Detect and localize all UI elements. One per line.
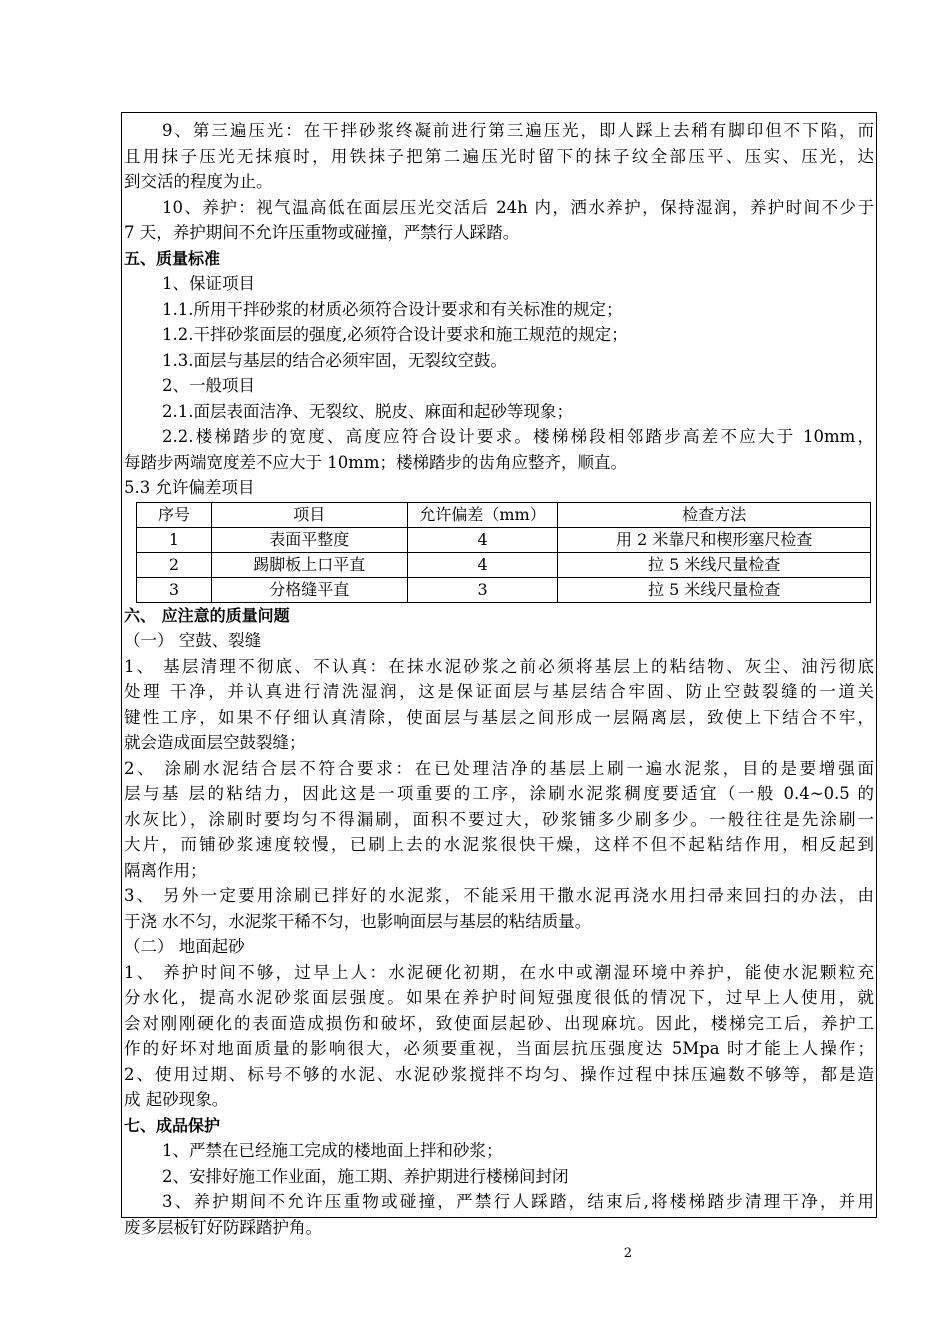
- sanding-1-line-3: 会对刚刚硬化的表面造成损伤和破坏，致使面层起砂、出现麻坑。因此，楼梯完工后，养护工: [124, 1013, 874, 1033]
- sanding-2-line-1: 2、使用过期、标号不够的水泥、水泥砂浆搅拌不均匀、操作过程中抹压遍数不够等，都是造: [124, 1064, 874, 1084]
- issue-3-line-2: 于浇 水不匀，水泥浆干稀不匀，也影响面层与基层的粘结质量。: [124, 911, 592, 931]
- header-cell: 项目: [211, 502, 407, 527]
- sanding-1-line-1: 1、 养护时间不够，过早上人：水泥硬化初期，在水中或潮湿环境中养护，能使水泥颗粒充: [124, 962, 874, 982]
- section-5-heading: 五、质量标准: [124, 248, 221, 268]
- sanding-1-line-4: 作的好坏对地面质量的影响很大，必须要重视，当面层抗压强度达 5Mpa 时才能上人操作；: [124, 1039, 874, 1058]
- para-9-line-1: 9、第三遍压光：在干拌砂浆终凝前进行第三遍压光，即人踩上去稍有脚印但不下陷，而: [162, 121, 874, 140]
- para-10-line-2: 7 天，养护期间不允许压重物或碰撞，严禁行人踩踏。: [124, 223, 520, 242]
- page-number: 2: [623, 1246, 632, 1261]
- issue-1-line-4: 就会造成面层空鼓裂缝；: [124, 733, 306, 752]
- guarantee-item-1-2: 1.2.干拌砂浆面层的强度,必须符合设计要求和施工规范的规定；: [162, 325, 628, 344]
- table-row: [137, 552, 871, 577]
- section-7-heading: 七、成品保护: [124, 1115, 221, 1135]
- issue-2-line-3: 水灰比），涂刷时要均匀不得漏刷，面积不要过大，砂浆铺多少刷多少。一般往往是先涂刷一: [124, 809, 874, 829]
- section-6-heading: 六、 应注意的质量问题: [124, 605, 290, 625]
- guarantee-item-1-3: 1.3.面层与基层的结合必须牢固，无裂纹空鼓。: [162, 350, 507, 370]
- header-cell: 序号: [137, 502, 212, 527]
- issue-2-line-1: 2、 涂刷水泥结合层不符合要求：在已处理洁净的基层上刷一遍水泥浆，目的是要增强面: [124, 758, 874, 778]
- issue-1-line-3: 键性工序，如果不仔细认真清除，使面层与基层之间形成一层隔离层，致使上下结合不牢，: [124, 707, 874, 727]
- protection-item-3-line-2: 废多层板钉好防踩踏护角。: [124, 1217, 322, 1237]
- sanding-2-line-2: 成 起砂现象。: [124, 1090, 229, 1109]
- issue-2-line-4: 大片，而铺砂浆速度较慢，已刷上去的水泥浆很快干燥，这样不但不起粘结作用，相反起到: [124, 835, 874, 854]
- guarantee-items-title: 1、保证项目: [162, 274, 255, 293]
- table-cell: 用 2 米靠尺和楔形塞尺检查: [558, 527, 871, 552]
- table-cell: 3: [407, 577, 558, 602]
- table-cell: 拉 5 米线尺量检查: [558, 577, 871, 602]
- header-cell: 检查方法: [558, 502, 871, 527]
- para-9-line-2: 且用抹子压光无抹痕时，用铁抹子把第二遍压光时留下的抹子纹全部压平、压实、压光，达: [124, 146, 874, 166]
- protection-item-1: 1、严禁在已经施工完成的楼地面上拌和砂浆；: [162, 1141, 503, 1160]
- general-item-2-2-line-1: 2.2.楼梯踏步的宽度、高度应符合设计要求。楼梯梯段相邻踏步高差不应大于 10mm，: [162, 427, 874, 446]
- para-10-line-1: 10、养护：视气温高低在面层压光交活后 24h 内，洒水养护，保持湿润，养护时间不少于: [162, 197, 874, 217]
- tolerance-table: [136, 502, 871, 603]
- table-cell: 4: [407, 552, 558, 577]
- issue-2-line-2: 层与基 层的粘结力，因此这是一项重要的工序，涂刷水泥浆稠度要适宜（一般 0.4~0.5 的: [124, 784, 874, 803]
- table-cell: 拉 5 米线尺量检查: [558, 552, 871, 577]
- table-cell: 3: [137, 577, 212, 602]
- guarantee-item-1-1: 1.1.所用干拌砂浆的材质必须符合设计要求和有关标准的规定；: [162, 299, 623, 319]
- general-item-2-2-line-2: 每踏步两端宽度差不应大于 10mm；楼梯踏步的齿角应整齐，顺直。: [124, 452, 628, 472]
- protection-item-2: 2、安排好施工作业面，施工期、养护期进行楼梯间封闭: [162, 1166, 569, 1186]
- table-row: [137, 577, 871, 602]
- issue-1-line-1: 1、 基层清理不彻底、不认真：在抹水泥砂浆之前必须将基层上的粘结物、灰尘、油污彻底: [124, 656, 874, 676]
- issue-3-line-1: 3、 另外一定要用涂刷已拌好的水泥浆，不能采用干撒水泥再浇水用扫帚来回扫的办法，由: [124, 886, 874, 905]
- table-row: [137, 527, 871, 552]
- sanding-1-line-2: 分水化，提高水泥砂浆面层强度。如果在养护时间短强度很低的情况下，过早上人使用，就: [124, 988, 874, 1007]
- issue-2-line-5: 隔离作用；: [124, 860, 207, 880]
- table-cell: 2: [137, 552, 212, 577]
- table-cell: 1: [137, 527, 212, 552]
- tolerance-items-title: 5.3 允许偏差项目: [124, 478, 255, 497]
- para-9-line-3: 到交活的程度为止。: [124, 172, 273, 191]
- table-cell: 分格缝平直: [211, 577, 407, 602]
- protection-item-3-line-1: 3、养护期间不允许压重物或碰撞，严禁行人踩踏，结束后,将楼梯踏步清理干净，并用: [162, 1192, 874, 1211]
- document-body: [124, 118, 874, 1240]
- subsection-surface-sanding: （二） 地面起砂: [124, 937, 245, 956]
- general-item-2-1: 2.1.面层表面洁净、无裂纹、脱皮、麻面和起砂等现象；: [162, 401, 573, 421]
- table-cell: 表面平整度: [211, 527, 407, 552]
- table-header-row: [137, 502, 871, 527]
- header-cell: 允许偏差（mm）: [407, 502, 558, 527]
- issue-1-line-2: 处理 干净，并认真进行清洗湿润，这是保证面层与基层结合牢固、防止空鼓裂缝的一道关: [124, 682, 874, 701]
- subsection-hollow-cracks: （一） 空鼓、裂缝: [124, 631, 262, 650]
- general-items-title: 2、一般项目: [162, 376, 255, 395]
- table-cell: 踢脚板上口平直: [211, 552, 407, 577]
- table-cell: 4: [407, 527, 558, 552]
